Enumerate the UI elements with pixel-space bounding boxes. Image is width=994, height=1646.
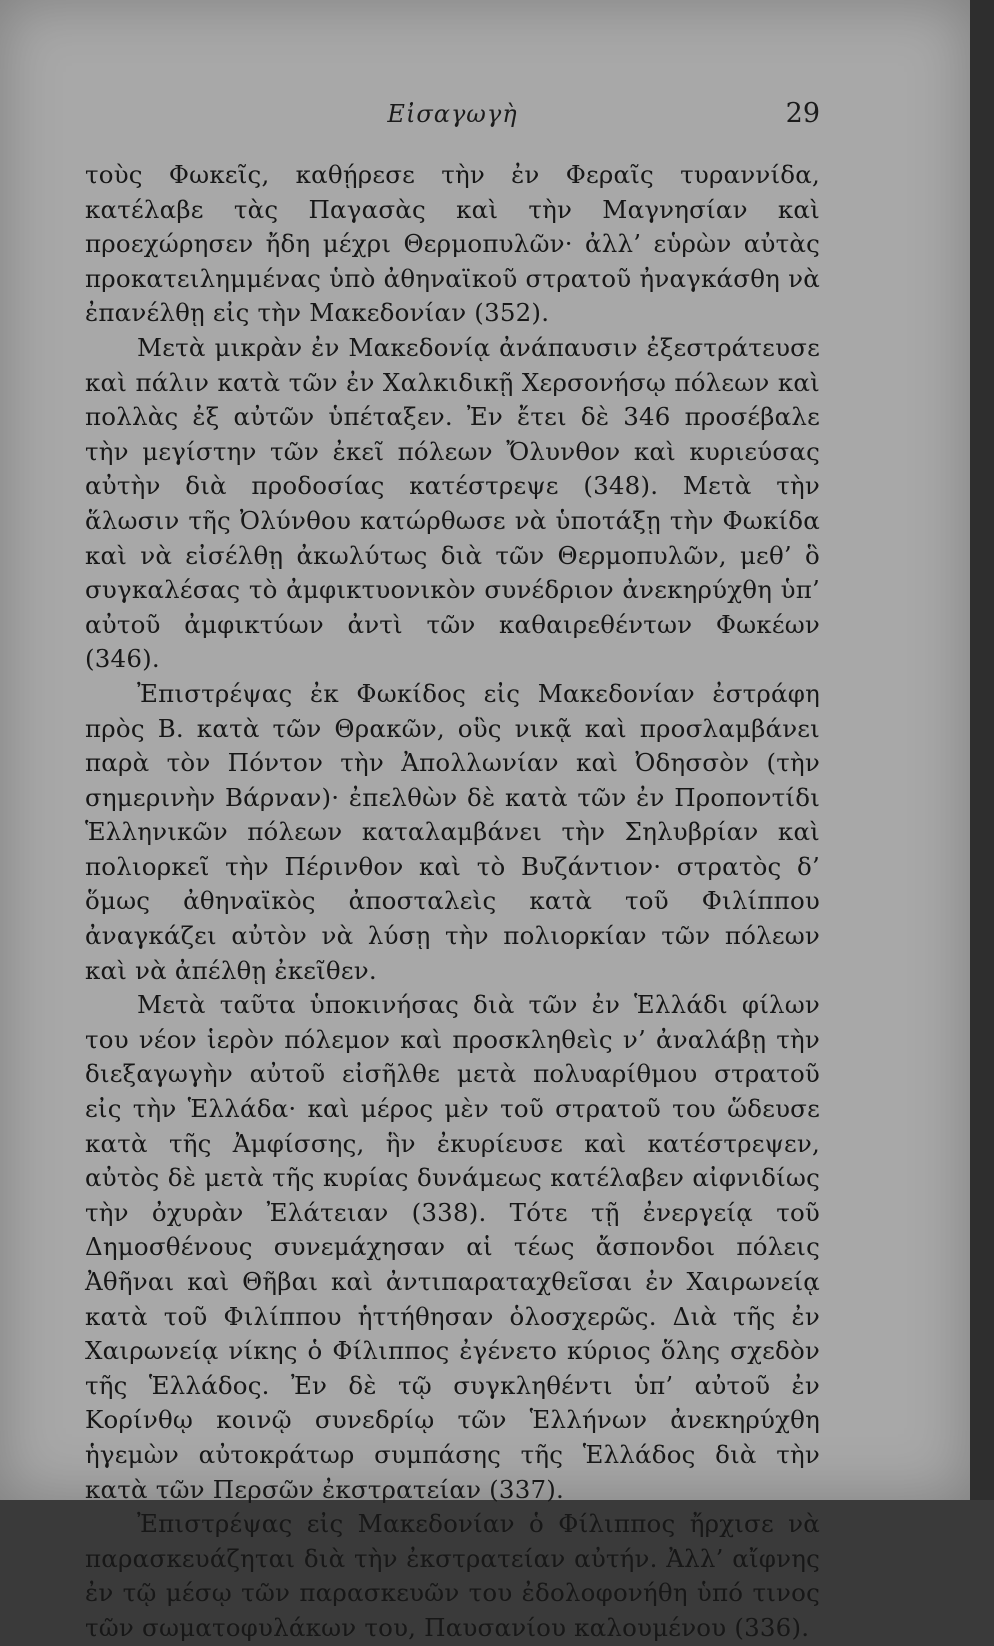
paragraph: Μετὰ ταῦτα ὑποκινήσας διὰ τῶν ἐν Ἑλλάδι φίλων του νέον ἱερὸν πόλεμον καὶ προσκληθεὶς ν’ ἀναλάβῃ τὴν διεξαγωγὴν αὐτοῦ εἰσῆλθε μετὰ πολυαρίθμου στρατοῦ εἰς τὴν Ἑλλάδα· καὶ μέρος μὲν τοῦ στρατοῦ του ὥδευσε κατὰ τῆς Ἀμφίσσης, ἣν ἐκυρίευσε καὶ κατέστρεψεν, αὐτὸς δὲ μετὰ τῆς κυρίας δυνάμεως κατέλαβεν αἰφνιδίως τὴν ὀχυρὰν Ἐλάτειαν (338). Τότε τῇ ἐνεργείᾳ τοῦ Δημοσθένους συνεμάχησαν αἱ τέως ἄσπονδοι πόλεις Ἀθῆναι καὶ Θῆβαι καὶ ἀντιπαραταχθεῖσαι ἐν Χαιρωνείᾳ κατὰ τοῦ Φιλίππου ἡττήθησαν ὁλοσχερῶς. Διὰ τῆς ἐν Χαιρωνείᾳ νίκης ὁ Φίλιππος ἐγένετο κύριος ὅλης σχεδὸν τῆς Ἑλλάδος. Ἐν δὲ τῷ συγκληθέντι ὑπ’ αὐτοῦ ἐν Κορίνθῳ κοινῷ συνεδρίῳ τῶν Ἑλλήνων ἀνεκηρύχθη ἡγεμὼν αὐτοκράτωρ συμπάσης τῆς Ἑλλάδος διὰ τὴν κατὰ τῶν Περσῶν ἐκστρατείαν (337). [85, 990, 820, 1504]
running-head: Εἰσαγωγὴ [387, 100, 518, 128]
text-body [85, 158, 820, 1646]
paragraph-continued: τοὺς Φωκεῖς, καθῄρεσε τὴν ἐν Φεραῖς τυραννίδα, κατέλαβε τὰς Παγασὰς καὶ τὴν Μαγνησίαν καὶ προεχώρησεν ἤδη μέχρι Θερμοπυλῶν· ἀλλ’ εὑρὼν αὐτὰς προκατειλημμένας ὑπὸ ἀθηναϊκοῦ στρατοῦ ἠναγκάσθη νὰ ἐπανέλθῃ εἰς τὴν Μακεδονίαν (352). [85, 160, 820, 328]
page-header [85, 98, 820, 138]
paragraph: Μετὰ μικρὰν ἐν Μακεδονίᾳ ἀνάπαυσιν ἐξεστράτευσε καὶ πάλιν κατὰ τῶν ἐν Χαλκιδικῇ Χερσονήσῳ πόλεων καὶ πολλὰς ἐξ αὐτῶν ὑπέταξεν. Ἐν ἔτει δὲ 346 προσέβαλε τὴν μεγίστην τῶν ἐκεῖ πόλεων Ὄλυνθον καὶ κυριεύσας αὐτὴν διὰ προδοσίας κατέστρεψε (348). Μετὰ τὴν ἅλωσιν τῆς Ὀλύνθου κατώρθωσε νὰ ὑποτάξῃ τὴν Φωκίδα καὶ νὰ εἰσέλθῃ ἀκωλύτως διὰ τῶν Θερμοπυλῶν, μεθ’ ὃ συγκαλέσας τὸ ἀμφικτυονικὸν συνέδριον ἀνεκηρύχθη ὑπ’ αὐτοῦ ἀμφικτύων ἀντὶ τῶν καθαιρεθέντων Φωκέων (346). [85, 332, 820, 674]
paragraph: Ἐπιστρέψας ἐκ Φωκίδος εἰς Μακεδονίαν ἐστράφη πρὸς Β. κατὰ τῶν Θρακῶν, οὓς νικᾷ καὶ προσλαμβάνει παρὰ τὸν Πόντον τὴν Ἀπολλωνίαν καὶ Ὀδησσὸν (τὴν σημερινὴν Βάρναν)· ἐπελθὼν δὲ κατὰ τῶν ἐν Προποντίδι Ἑλληνικῶν πόλεων καταλαμβάνει τὴν Σηλυβρίαν καὶ πολιορκεῖ τὴν Πέρινθον καὶ τὸ Βυζάντιον· στρατὸς δ’ ὅμως ἀθηναϊκὸς ἀποσταλεὶς κατὰ τοῦ Φιλίππου ἀναγκάζει αὐτὸν νὰ λύσῃ τὴν πολιορκίαν τῶν πόλεων καὶ νὰ ἀπέλθῃ ἐκεῖθεν. [85, 678, 820, 985]
page-number: 29 [785, 98, 820, 129]
page-edge [970, 0, 994, 1500]
paragraph: Ἐπιστρέψας εἰς Μακεδονίαν ὁ Φίλιππος ἤρχισε νὰ παρασκευάζηται διὰ τὴν ἐκστρατείαν αὐτήν. Ἀλλ’ αἴφνης ἐν τῷ μέσῳ τῶν παρασκευῶν του ἐδολοφονήθη ὑπό τινος τῶν σωματοφυλάκων του, Παυσανίου καλουμένου (336). [85, 1509, 820, 1642]
